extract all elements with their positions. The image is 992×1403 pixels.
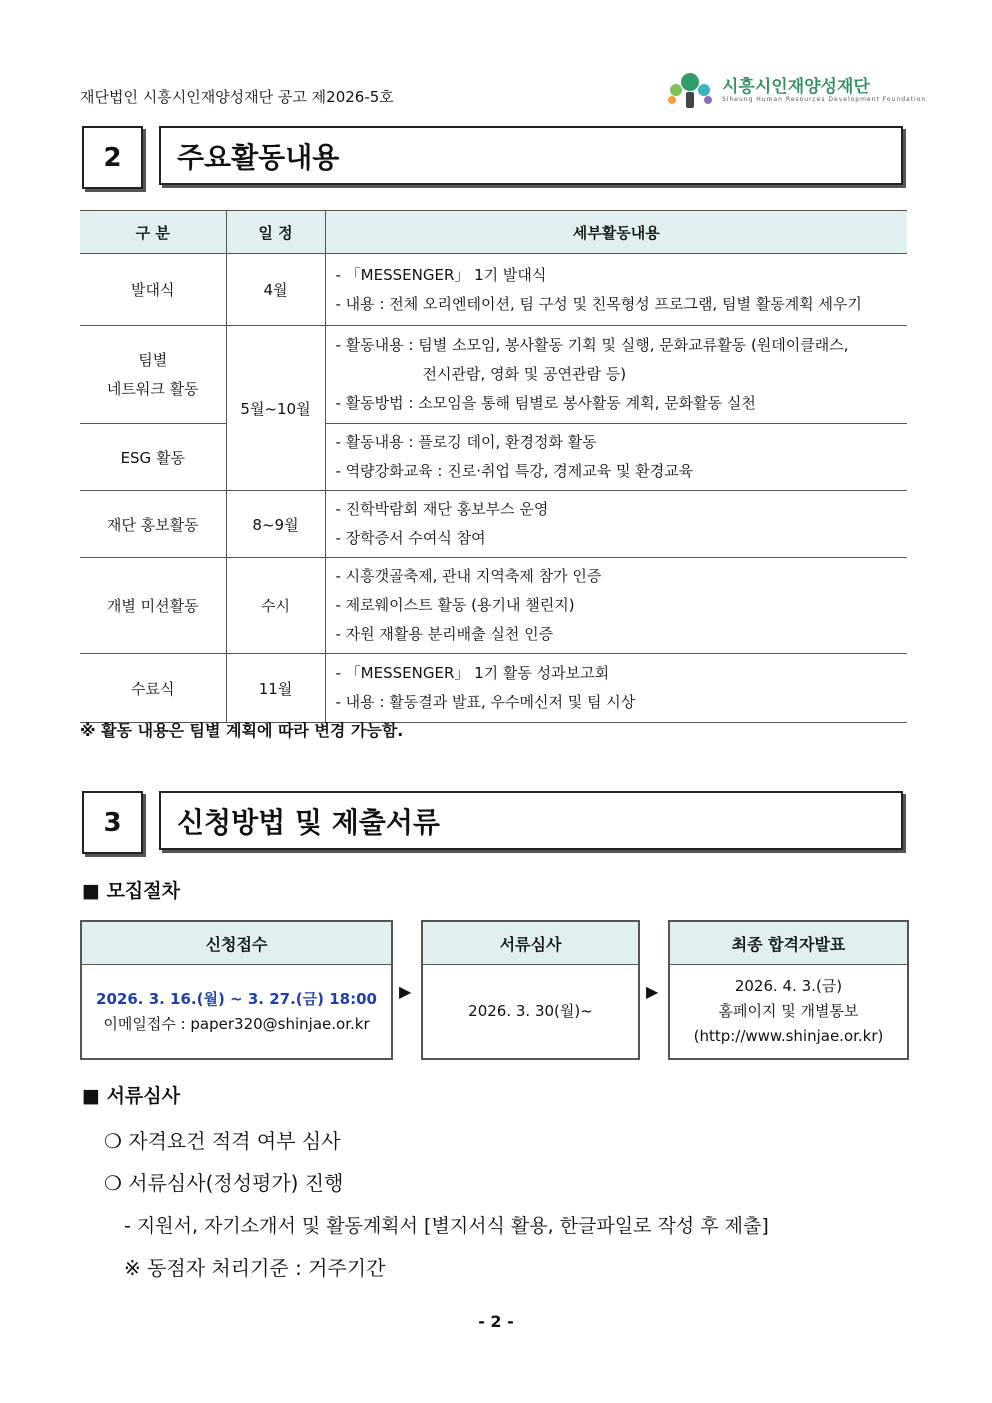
- table-row: [80, 558, 907, 654]
- step-title: 서류심사: [423, 922, 638, 965]
- activity-note: ※ 활동 내용은 팀별 계획에 따라 변경 가능함.: [80, 721, 404, 740]
- category-line: 팀별: [138, 350, 168, 369]
- step-title: 신청접수: [82, 922, 391, 965]
- detail-line: - 「MESSENGER」 1기 활동 성과보고회: [335, 664, 610, 682]
- detail-line: - 진학박람회 재단 홍보부스 운영: [335, 500, 549, 518]
- table-row: [80, 424, 907, 491]
- schedule-cell: 5월~10월: [226, 326, 325, 491]
- detail-line: - 내용 : 활동결과 발표, 우수메신저 및 팀 시상: [335, 693, 636, 711]
- detail-line: - 활동내용 : 플로깅 데이, 환경정화 활동: [335, 433, 597, 451]
- detail-line: 전시관람, 영화 및 공연관람 등): [422, 365, 627, 383]
- review-item: ❍ 서류심사(정성평가) 진행: [104, 1171, 344, 1195]
- logo-subtext: Siheung Human Resources Development Foundation: [722, 96, 927, 103]
- review-heading: ■ 서류심사: [82, 1085, 180, 1107]
- tiebreak-note: ※ 동점자 처리기준 : 거주기간: [124, 1256, 386, 1280]
- announcement-number: 재단법인 시흥시인재양성재단 공고 제2026-5호: [80, 88, 394, 106]
- detail-line: - 내용 : 전체 오리엔테이션, 팀 구성 및 친목형성 프로그램, 팀별 활동계획 세우기: [335, 294, 862, 313]
- review-date: 2026. 3. 30(월)~: [468, 1002, 593, 1020]
- step-document-review: [421, 920, 640, 1060]
- column-header: 일 정: [226, 211, 325, 254]
- review-detail: - 지원서, 자기소개서 및 활동계획서 [별지서식 활용, 한글파일로 작성 후 제출]: [124, 1215, 769, 1237]
- detail-line: - 「MESSENGER」 1기 발대식: [335, 265, 547, 284]
- step-final-announcement: [668, 920, 909, 1060]
- category-cell: 발대식: [80, 254, 226, 326]
- application-period: 2026. 3. 16.(월) ~ 3. 27.(금) 18:00: [96, 989, 377, 1008]
- detail-line: - 장학증서 수여식 참여: [335, 529, 486, 547]
- category-line: 네트워크 활동: [106, 379, 199, 398]
- step-title: 최종 합격자발표: [670, 922, 907, 965]
- step-body: [82, 965, 391, 1058]
- details-cell: [325, 491, 907, 558]
- table-header-row: [80, 211, 907, 254]
- step-body: [423, 965, 638, 1058]
- category-cell: 수료식: [80, 654, 226, 723]
- detail-line: - 활동방법 : 소모임을 통해 팀별로 봉사활동 계획, 문화활동 실천: [335, 394, 756, 412]
- schedule-cell: 수시: [226, 558, 325, 654]
- category-cell: [80, 326, 226, 424]
- page-number: - 2 -: [478, 1312, 514, 1331]
- detail-line: - 활동내용 : 팀별 소모임, 봉사활동 기획 및 실행, 문화교류활동 (원데이클래스,: [335, 336, 849, 354]
- website-url: (http://www.shinjae.or.kr): [693, 1027, 884, 1045]
- section-number-2: 2: [82, 126, 143, 189]
- section-title-3: 신청방법 및 제출서류: [159, 791, 903, 850]
- details-cell: [325, 424, 907, 491]
- section-title-2: 주요활동내용: [159, 126, 903, 185]
- logo-text: 시흥시인재양성재단: [722, 77, 870, 97]
- table-row: [80, 326, 907, 424]
- schedule-cell: 8~9월: [226, 491, 325, 558]
- step-body: [670, 965, 907, 1058]
- step-application: [80, 920, 393, 1060]
- column-header: 구 분: [80, 211, 226, 254]
- category-cell: ESG 활동: [80, 424, 226, 491]
- details-cell: [325, 558, 907, 654]
- detail-line: - 역량강화교육 : 진로·취업 특강, 경제교육 및 환경교육: [335, 462, 694, 480]
- section-number-3: 3: [82, 791, 143, 854]
- schedule-cell: 11월: [226, 654, 325, 723]
- detail-line: - 자원 재활용 분리배출 실천 인증: [335, 625, 554, 643]
- activity-table: [80, 210, 907, 723]
- table-row: [80, 654, 907, 723]
- logo-tree-icon: [664, 70, 716, 110]
- arrow-right-icon: ▶: [399, 982, 412, 1001]
- schedule-cell: 4월: [226, 254, 325, 326]
- announcement-method: 홈페이지 및 개별통보: [718, 1002, 859, 1020]
- table-row: [80, 491, 907, 558]
- details-cell: [325, 326, 907, 424]
- detail-line: - 제로웨이스트 활동 (용기내 챌린지): [335, 596, 575, 614]
- details-cell: [325, 654, 907, 723]
- details-cell: [325, 254, 907, 326]
- detail-line: - 시흥갯골축제, 관내 지역축제 참가 인증: [335, 567, 602, 585]
- category-cell: 개별 미션활동: [80, 558, 226, 654]
- announcement-date: 2026. 4. 3.(금): [734, 977, 843, 995]
- arrow-right-icon: ▶: [646, 982, 659, 1001]
- process-heading: ■ 모집절차: [82, 880, 180, 902]
- review-item: ❍ 자격요건 적격 여부 심사: [104, 1129, 341, 1153]
- table-row: [80, 254, 907, 326]
- foundation-logo: [664, 70, 927, 110]
- column-header: 세부활동내용: [325, 211, 907, 254]
- category-cell: 재단 홍보활동: [80, 491, 226, 558]
- email-submission: 이메일접수 : paper320@shinjae.or.kr: [103, 1014, 370, 1033]
